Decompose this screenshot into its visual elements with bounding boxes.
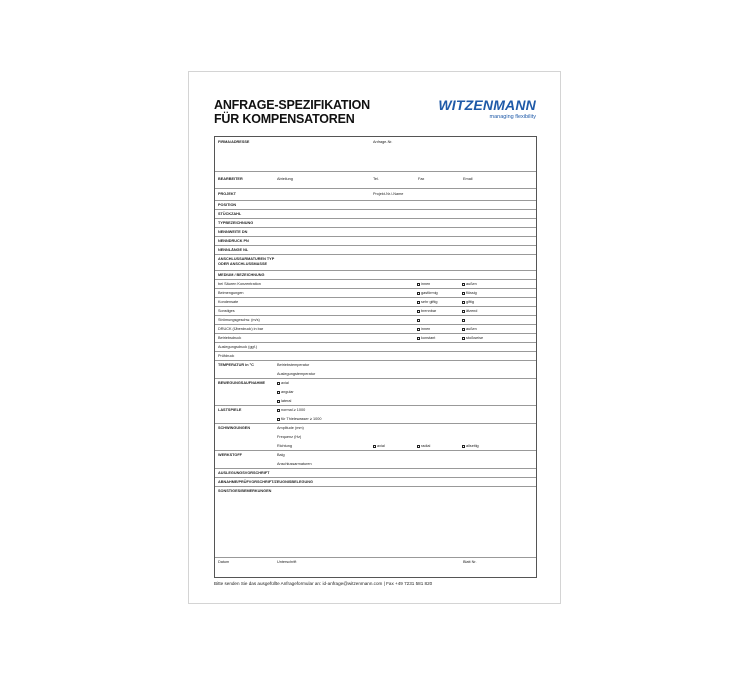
option-label: stoßweise xyxy=(466,336,484,340)
row-auslegungsvorschrift xyxy=(215,469,536,478)
checkbox-icon[interactable] xyxy=(462,292,465,295)
option-label: brennbar xyxy=(421,309,437,313)
label-position: POSITION xyxy=(218,203,237,207)
label-betriebsdruck: Betriebsdruck xyxy=(218,336,242,340)
option-label: außen xyxy=(466,282,477,286)
option-angular[interactable] xyxy=(277,390,294,395)
row-signature xyxy=(215,558,536,577)
label-schwingungen: SCHWINGUNGEN xyxy=(218,426,251,430)
row-projekt xyxy=(215,189,536,201)
option-label: gasförmig xyxy=(421,291,438,295)
option-label: sehr giftig xyxy=(421,300,438,304)
row-temperatur xyxy=(215,361,536,379)
footer-note: Bitte senden Sie das ausgefüllte Anfrageformular an: id-anfrage@witzenmann.com | Fax +49 7231 581 820 xyxy=(214,581,433,586)
checkbox-icon[interactable] xyxy=(462,319,465,322)
label-betriebstemp: Betriebstemperatur xyxy=(277,363,310,367)
option-aussen[interactable] xyxy=(462,282,477,287)
option-label: für Thielewasser ≥ 1000 xyxy=(281,417,322,421)
label-blatt: Blatt Nr. xyxy=(463,560,477,564)
title-line-2: FÜR KOMPENSATOREN xyxy=(214,111,355,126)
checkbox-icon[interactable] xyxy=(417,283,420,286)
option-gasfoermig[interactable] xyxy=(417,291,438,296)
row-medium-3 xyxy=(215,307,536,316)
row-medium-5 xyxy=(215,325,536,334)
checkbox-icon[interactable] xyxy=(462,445,465,448)
option-label: innen xyxy=(421,327,431,331)
checkbox-icon[interactable] xyxy=(417,337,420,340)
label-richtung: Richtung xyxy=(277,444,292,448)
option-label: lateral xyxy=(281,399,292,403)
label-kondensate: Kondensate xyxy=(218,300,239,304)
checkbox-icon[interactable] xyxy=(277,409,280,412)
label-bearbeiter: BEARBEITER xyxy=(218,177,243,181)
option-blank-2[interactable] xyxy=(462,318,466,323)
option-label: giftig xyxy=(466,300,475,304)
option-label: normal ≥ 1000 xyxy=(281,408,306,412)
label-anschluss-2: ODER ANSCHLUSSMASSE xyxy=(218,262,268,266)
row-bewegung xyxy=(215,379,536,406)
option-label: ätzend xyxy=(466,309,478,313)
option-normal[interactable] xyxy=(277,408,305,413)
option-stossweise[interactable] xyxy=(462,336,483,341)
label-pruefdruck: Prüfdruck xyxy=(218,354,235,358)
label-amplitude: Amplitude (mm) xyxy=(277,426,304,430)
option-fluessig[interactable] xyxy=(462,291,477,296)
option-label: radial xyxy=(421,444,431,448)
row-typ xyxy=(215,219,536,228)
row-position xyxy=(215,201,536,210)
option-konstant[interactable] xyxy=(417,336,435,341)
row-sonstiges xyxy=(215,487,536,558)
checkbox-icon[interactable] xyxy=(417,301,420,304)
option-label: flüssig xyxy=(466,291,477,295)
label-bewegung: BEWEGUNGSAUFNAHME xyxy=(218,381,266,385)
option-label: axial xyxy=(377,444,385,448)
option-label: innen xyxy=(421,282,431,286)
option-brennbar[interactable] xyxy=(417,309,436,314)
label-stueckzahl: STÜCKZAHL xyxy=(218,212,242,216)
row-werkstoff xyxy=(215,451,536,469)
label-lastspiele: LASTSPIELE xyxy=(218,408,242,412)
label-stroemung: Strömungsgeschw. (m/s) xyxy=(218,318,260,322)
checkbox-icon[interactable] xyxy=(462,283,465,286)
option-axial[interactable] xyxy=(277,381,289,386)
row-bearbeiter xyxy=(215,172,536,189)
label-unterschrift: Unterschrift xyxy=(277,560,297,564)
brand-name: WITZENMANN xyxy=(438,97,536,113)
label-nenndruck: NENNDRUCK PN xyxy=(218,239,249,243)
label-anfrage-nr: Anfrage-Nr. xyxy=(373,140,393,144)
label-konzentration: bei Säuren Konzentration xyxy=(218,282,261,286)
label-fax: Fax xyxy=(418,177,425,181)
checkbox-icon[interactable] xyxy=(277,400,280,403)
row-nenndruck xyxy=(215,237,536,246)
option-label: allseitig xyxy=(466,444,479,448)
option-lateral[interactable] xyxy=(277,399,291,404)
label-datum: Datum xyxy=(218,560,230,564)
row-lastspiele xyxy=(215,406,536,424)
label-nennlaenge: NENNLÄNGE NL xyxy=(218,248,249,252)
row-pruefdruck xyxy=(215,352,536,361)
label-medium: MEDIUM / BEZEICHNUNG xyxy=(218,273,265,277)
label-temperatur: TEMPERATUR in °C xyxy=(218,363,254,367)
label-auslegungstemp: Auslegungstemperatur xyxy=(277,372,316,376)
checkbox-icon[interactable] xyxy=(462,310,465,313)
option-richtung-axial[interactable] xyxy=(373,444,385,449)
witzenmann-logo xyxy=(438,98,536,121)
row-auslegungsdruck xyxy=(215,343,536,352)
option-richtung-radial[interactable] xyxy=(417,444,430,449)
row-schwingungen xyxy=(215,424,536,451)
label-druck: DRUCK (Überdruck) in bar xyxy=(218,327,264,331)
option-label: konstant xyxy=(421,336,436,340)
option-druck-aussen[interactable] xyxy=(462,327,477,332)
row-anschluss xyxy=(215,255,536,271)
checkbox-icon[interactable] xyxy=(417,328,420,331)
checkbox-icon[interactable] xyxy=(417,319,420,322)
row-medium-0 xyxy=(215,280,536,289)
checkbox-icon[interactable] xyxy=(417,445,420,448)
row-medium-6 xyxy=(215,334,536,343)
row-stueckzahl xyxy=(215,210,536,219)
row-abnahme xyxy=(215,478,536,487)
label-projekt-nr: Projekt-Nr./-Name xyxy=(373,192,404,196)
checkbox-icon[interactable] xyxy=(277,391,280,394)
option-label: angular xyxy=(281,390,294,394)
row-nennlaenge xyxy=(215,246,536,255)
checkbox-icon[interactable] xyxy=(462,328,465,331)
row-firma xyxy=(215,137,536,172)
checkbox-icon[interactable] xyxy=(277,382,280,385)
checkbox-icon[interactable] xyxy=(462,337,465,340)
label-balg: Balg xyxy=(277,453,285,457)
checkbox-icon[interactable] xyxy=(373,445,376,448)
option-giftig[interactable] xyxy=(462,300,474,305)
label-sonstiges: SONSTIGES/BEMERKUNGEN xyxy=(218,489,272,493)
checkbox-icon[interactable] xyxy=(417,310,420,313)
checkbox-icon[interactable] xyxy=(417,292,420,295)
brand-tagline: managing flexibility xyxy=(489,114,536,120)
form-sheet xyxy=(188,71,561,604)
label-auslegungsdruck: Auslegungsdruck (ggf.) xyxy=(218,345,258,349)
label-projekt: PROJEKT xyxy=(218,192,236,196)
title-line-1: ANFRAGE-SPEZIFIKATION xyxy=(214,98,370,112)
option-druck-innen[interactable] xyxy=(417,327,430,332)
document-title xyxy=(214,99,370,126)
option-sehr-giftig[interactable] xyxy=(417,300,437,305)
label-abnahme: ABNAHME/PRÜFVORSCHRIFT/ZEUGNISBELEGUNG xyxy=(218,480,313,484)
label-beimengungen: Beimengungen xyxy=(218,291,244,295)
row-nennweite xyxy=(215,228,536,237)
label-firma: FIRMA/ADRESSE xyxy=(218,140,250,144)
checkbox-icon[interactable] xyxy=(462,301,465,304)
option-aetzend[interactable] xyxy=(462,309,477,314)
label-anschluss-1: ANSCHLUSSARMATUREN TYP xyxy=(218,257,275,261)
option-label: außen xyxy=(466,327,477,331)
label-typ: TYPBEZEICHNUNG xyxy=(218,221,254,225)
option-label: axial xyxy=(281,381,289,385)
label-auslegungsvorschrift: AUSLEGUNGSVORSCHRIFT xyxy=(218,471,270,475)
option-innen[interactable] xyxy=(417,282,430,287)
label-frequenz: Frequenz (Hz) xyxy=(277,435,302,439)
checkbox-icon[interactable] xyxy=(277,418,280,421)
label-abteilung: Abteilung xyxy=(277,177,293,181)
row-medium-2 xyxy=(215,298,536,307)
option-thielewasser[interactable] xyxy=(277,417,321,422)
option-richtung-allseitig[interactable] xyxy=(462,444,479,449)
label-anschlussarmaturen: Anschlussarmaturen xyxy=(277,462,312,466)
label-werkstoff: WERKSTOFF xyxy=(218,453,242,457)
option-blank-1[interactable] xyxy=(417,318,421,323)
row-medium-4 xyxy=(215,316,536,325)
row-medium xyxy=(215,271,536,280)
label-nennweite: NENNWEITE DN xyxy=(218,230,248,234)
row-medium-1 xyxy=(215,289,536,298)
label-tel: Tel. xyxy=(373,177,379,181)
label-email: Email xyxy=(463,177,473,181)
request-form-table xyxy=(214,136,537,578)
label-sonstiges-medium: Sonstiges xyxy=(218,309,235,313)
